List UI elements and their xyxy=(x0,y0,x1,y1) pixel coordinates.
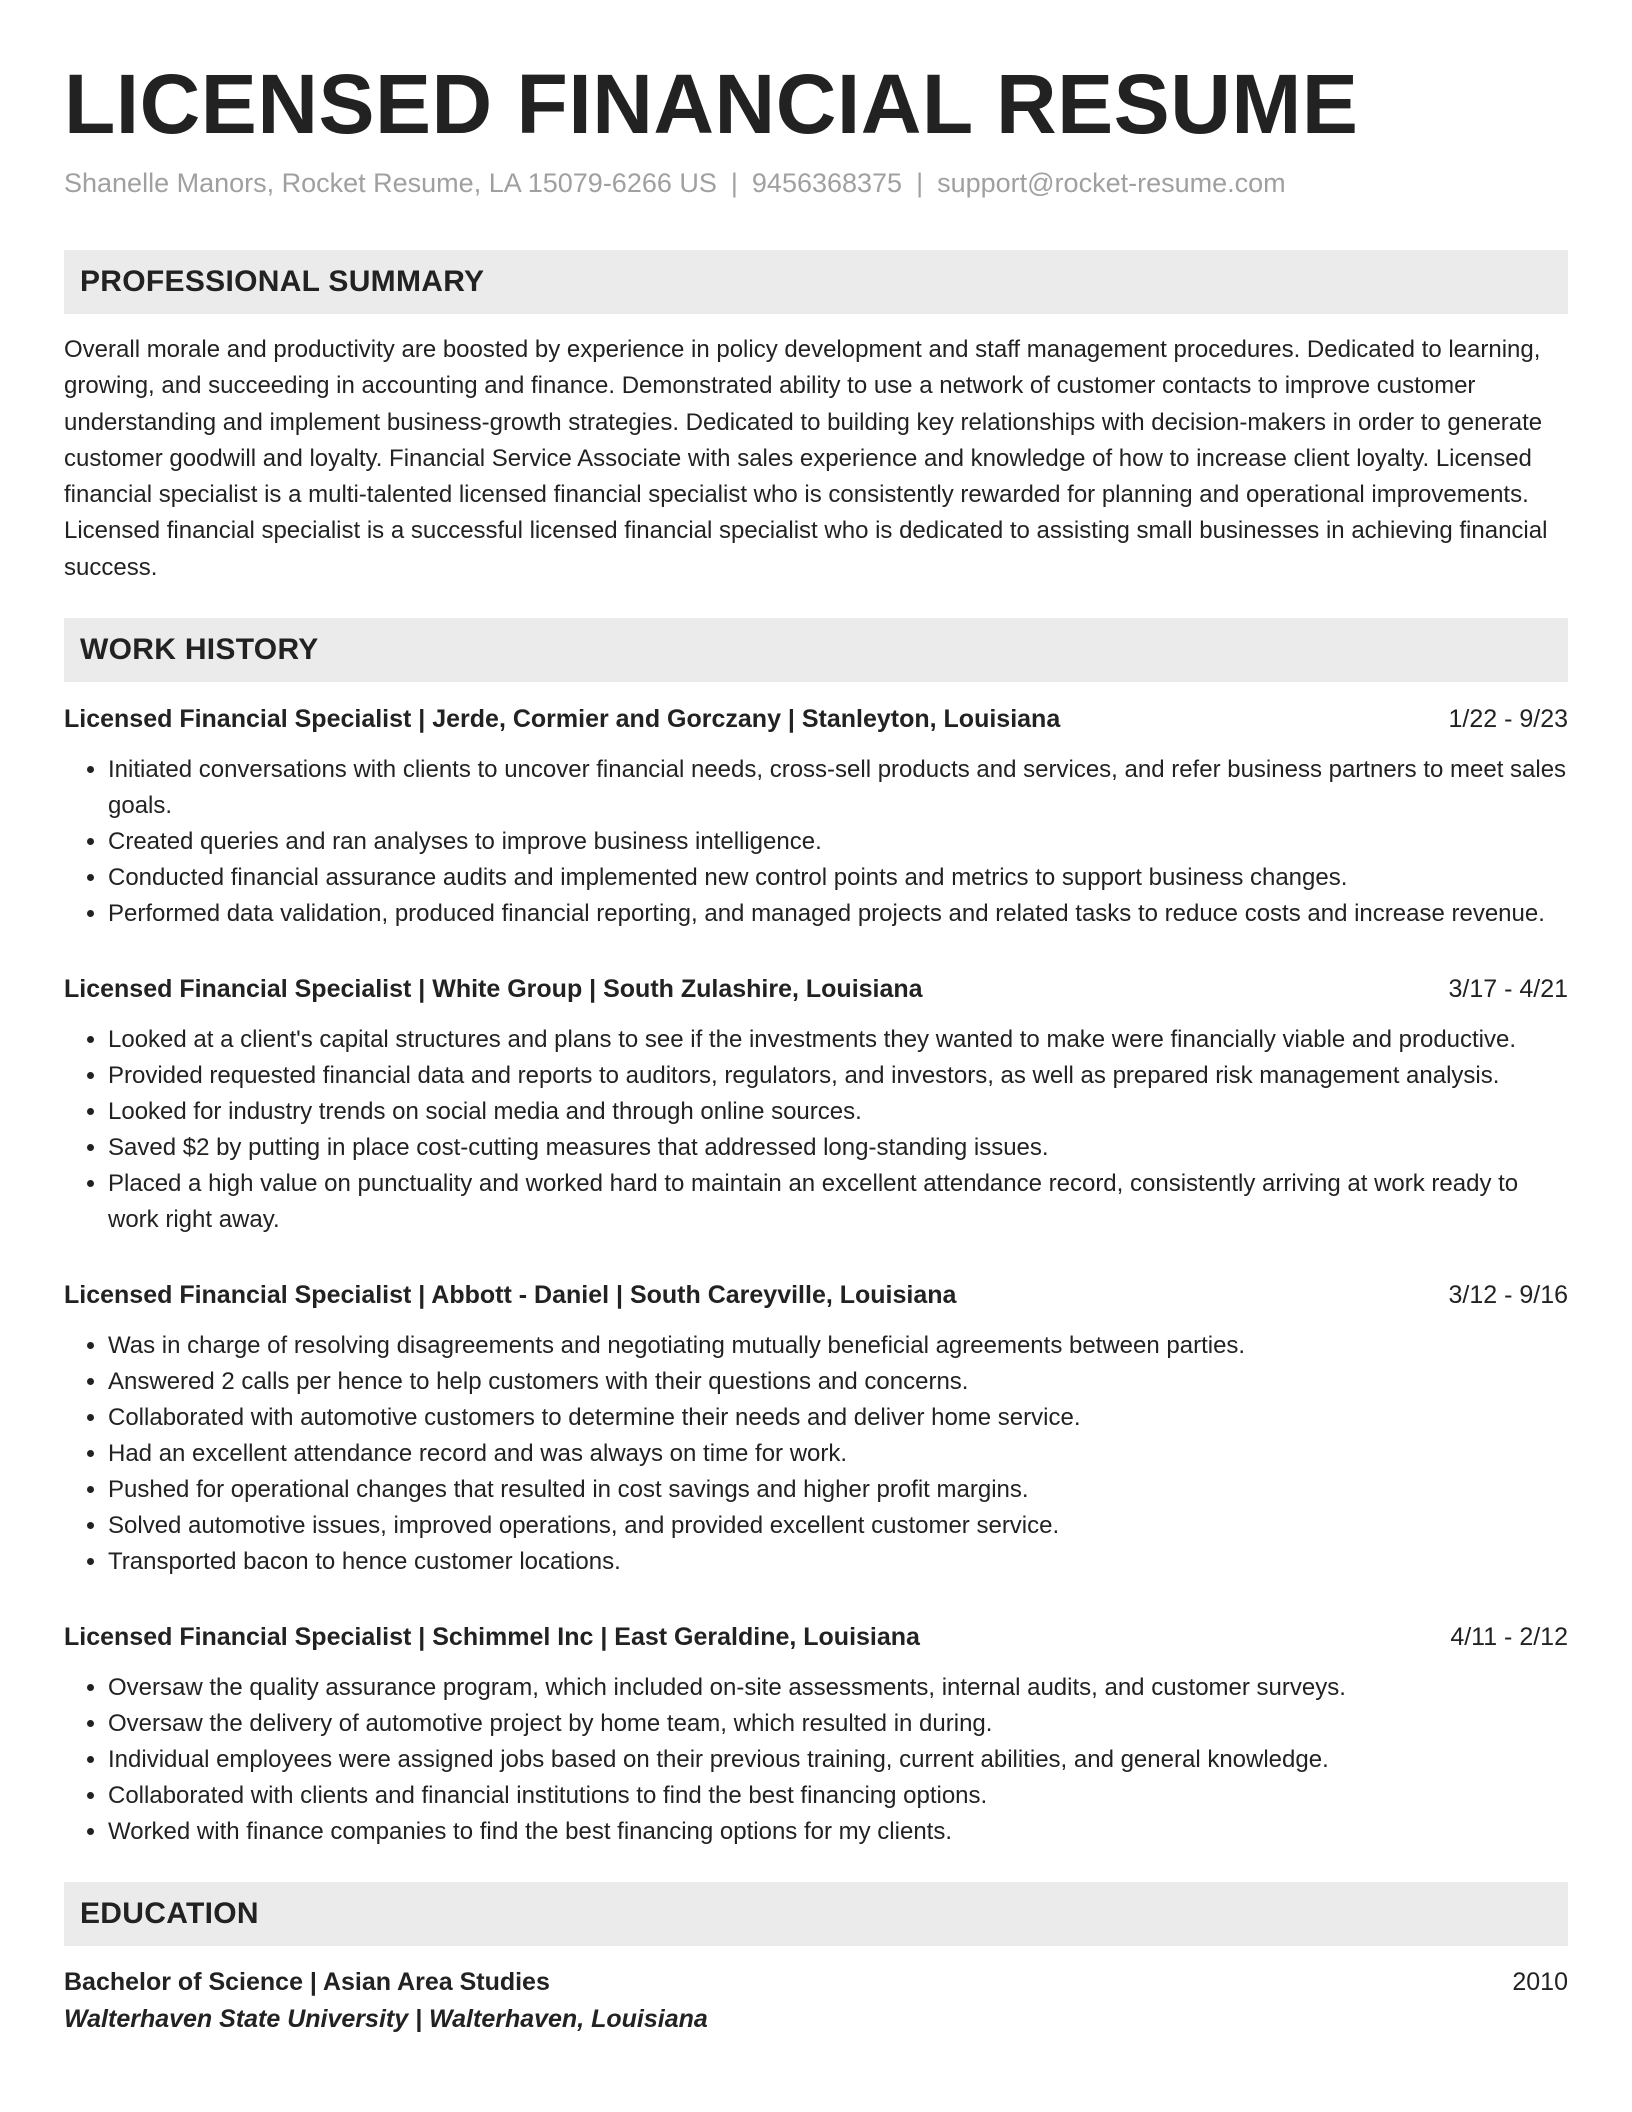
job-bullet: • Conducted financial assurance audits and implemented new control points and metrics to support business changes. xyxy=(108,860,1568,896)
job-bullet: • Solved automotive issues, improved operations, and provided excellent customer service. xyxy=(108,1508,1568,1544)
job-bullets xyxy=(64,1022,1568,1238)
summary-text: Overall morale and productivity are boosted by experience in policy development and staff management procedures. Dedicated to learning, growing, and succeeding in accounting and finance. Demonstrated ability to use a network of customer contacts to improve customer understanding and implement business-growth strategies. Dedicated to building key relationships with decision-makers in order to generate customer goodwill and loyalty. Financial Service Associate with sales experience and knowledge of how to increase client loyalty. Licensed financial specialist is a multi-talented licensed financial specialist who is consistently rewarded for planning and operational improvements. Licensed financial specialist is a successful licensed financial specialist who is dedicated to assisting small businesses in achieving financial success. xyxy=(64,336,1548,581)
job-bullet: • Saved $2 by putting in place cost-cutting measures that addressed long-standing issues. xyxy=(108,1130,1568,1166)
job-bullet: • Was in charge of resolving disagreements and negotiating mutually beneficial agreements between parties. xyxy=(108,1328,1568,1364)
job-bullet: • Answered 2 calls per hence to help customers with their questions and concerns. xyxy=(108,1364,1568,1400)
job-bullet: • Oversaw the quality assurance program, which included on-site assessments, internal audits, and customer surveys. xyxy=(108,1670,1568,1706)
job-bullet: • Performed data validation, produced financial reporting, and managed projects and related tasks to reduce costs and increase revenue. xyxy=(108,896,1568,932)
job-bullet: • Created queries and ran analyses to improve business intelligence. xyxy=(108,824,1568,860)
job-entry xyxy=(64,972,1568,1238)
section-header-summary: PROFESSIONAL SUMMARY xyxy=(64,250,1568,314)
job-bullet: • Looked for industry trends on social media and through online sources. xyxy=(108,1094,1568,1130)
contact-separator: | xyxy=(730,168,738,198)
job-dates: 3/12 - 9/16 xyxy=(1448,1281,1568,1310)
job-header xyxy=(64,1278,1568,1312)
job-entry xyxy=(64,702,1568,932)
job-entry xyxy=(64,1278,1568,1580)
education-degree: Bachelor of Science | Asian Area Studies xyxy=(64,1968,550,1997)
contact-address: Shanelle Manors, Rocket Resume, LA 15079-6266 US xyxy=(64,168,717,198)
contact-phone: 9456368375 xyxy=(751,168,903,198)
education-entry xyxy=(64,1964,1568,2038)
education-school: Walterhaven State University | Walterhaven, Louisiana xyxy=(64,2005,708,2034)
job-bullet: • Collaborated with clients and financial institutions to find the best financing options. xyxy=(108,1778,1568,1814)
job-bullet: • Oversaw the delivery of automotive project by home team, which resulted in during. xyxy=(108,1706,1568,1742)
section-header-education: EDUCATION xyxy=(64,1882,1568,1946)
job-title: Licensed Financial Specialist | Jerde, Cormier and Gorczany | Stanleyton, Louisiana xyxy=(64,705,1061,734)
job-bullet: • Worked with finance companies to find the best financing options for my clients. xyxy=(108,1814,1568,1850)
job-title: Licensed Financial Specialist | White Group | South Zulashire, Louisiana xyxy=(64,975,923,1004)
job-bullet: • Initiated conversations with clients to uncover financial needs, cross-sell products and services, and refer business partners to meet sales goals. xyxy=(108,752,1568,824)
job-bullet: • Collaborated with automotive customers to determine their needs and deliver home service. xyxy=(108,1400,1568,1436)
job-title: Licensed Financial Specialist | Schimmel Inc | East Geraldine, Louisiana xyxy=(64,1623,920,1652)
job-bullet: • Had an excellent attendance record and was always on time for work. xyxy=(108,1436,1568,1472)
job-bullets xyxy=(64,1670,1568,1850)
contact-separator: | xyxy=(916,168,924,198)
job-header xyxy=(64,702,1568,736)
job-title: Licensed Financial Specialist | Abbott - Daniel | South Careyville, Louisiana xyxy=(64,1281,957,1310)
contact-email: support@rocket-resume.com xyxy=(937,168,1286,198)
job-bullets xyxy=(64,1328,1568,1580)
contact-line xyxy=(64,166,1568,200)
job-bullet: • Transported bacon to hence customer locations. xyxy=(108,1544,1568,1580)
resume-title: LICENSED FINANCIAL RESUME xyxy=(64,57,1359,151)
job-bullet: • Placed a high value on punctuality and worked hard to maintain an excellent attendance record, consistently arriving at work ready to work right away. xyxy=(108,1166,1568,1238)
job-bullet: • Looked at a client's capital structures and plans to see if the investments they wanted to make were financially viable and productive. xyxy=(108,1022,1568,1058)
job-header xyxy=(64,972,1568,1006)
job-dates: 3/17 - 4/21 xyxy=(1448,975,1568,1004)
job-dates: 4/11 - 2/12 xyxy=(1450,1623,1568,1652)
job-header xyxy=(64,1620,1568,1654)
education-year: 2010 xyxy=(1512,1968,1568,1997)
education-header xyxy=(64,1964,1568,2000)
job-bullet: • Individual employees were assigned jobs based on their previous training, current abilities, and general knowledge. xyxy=(108,1742,1568,1778)
section-header-work-history: WORK HISTORY xyxy=(64,618,1568,682)
job-bullet: • Pushed for operational changes that resulted in cost savings and higher profit margins. xyxy=(108,1472,1568,1508)
job-bullet: • Provided requested financial data and reports to auditors, regulators, and investors, as well as prepared risk management analysis. xyxy=(108,1058,1568,1094)
job-entry xyxy=(64,1620,1568,1850)
job-dates: 1/22 - 9/23 xyxy=(1448,705,1568,734)
job-bullets xyxy=(64,752,1568,932)
